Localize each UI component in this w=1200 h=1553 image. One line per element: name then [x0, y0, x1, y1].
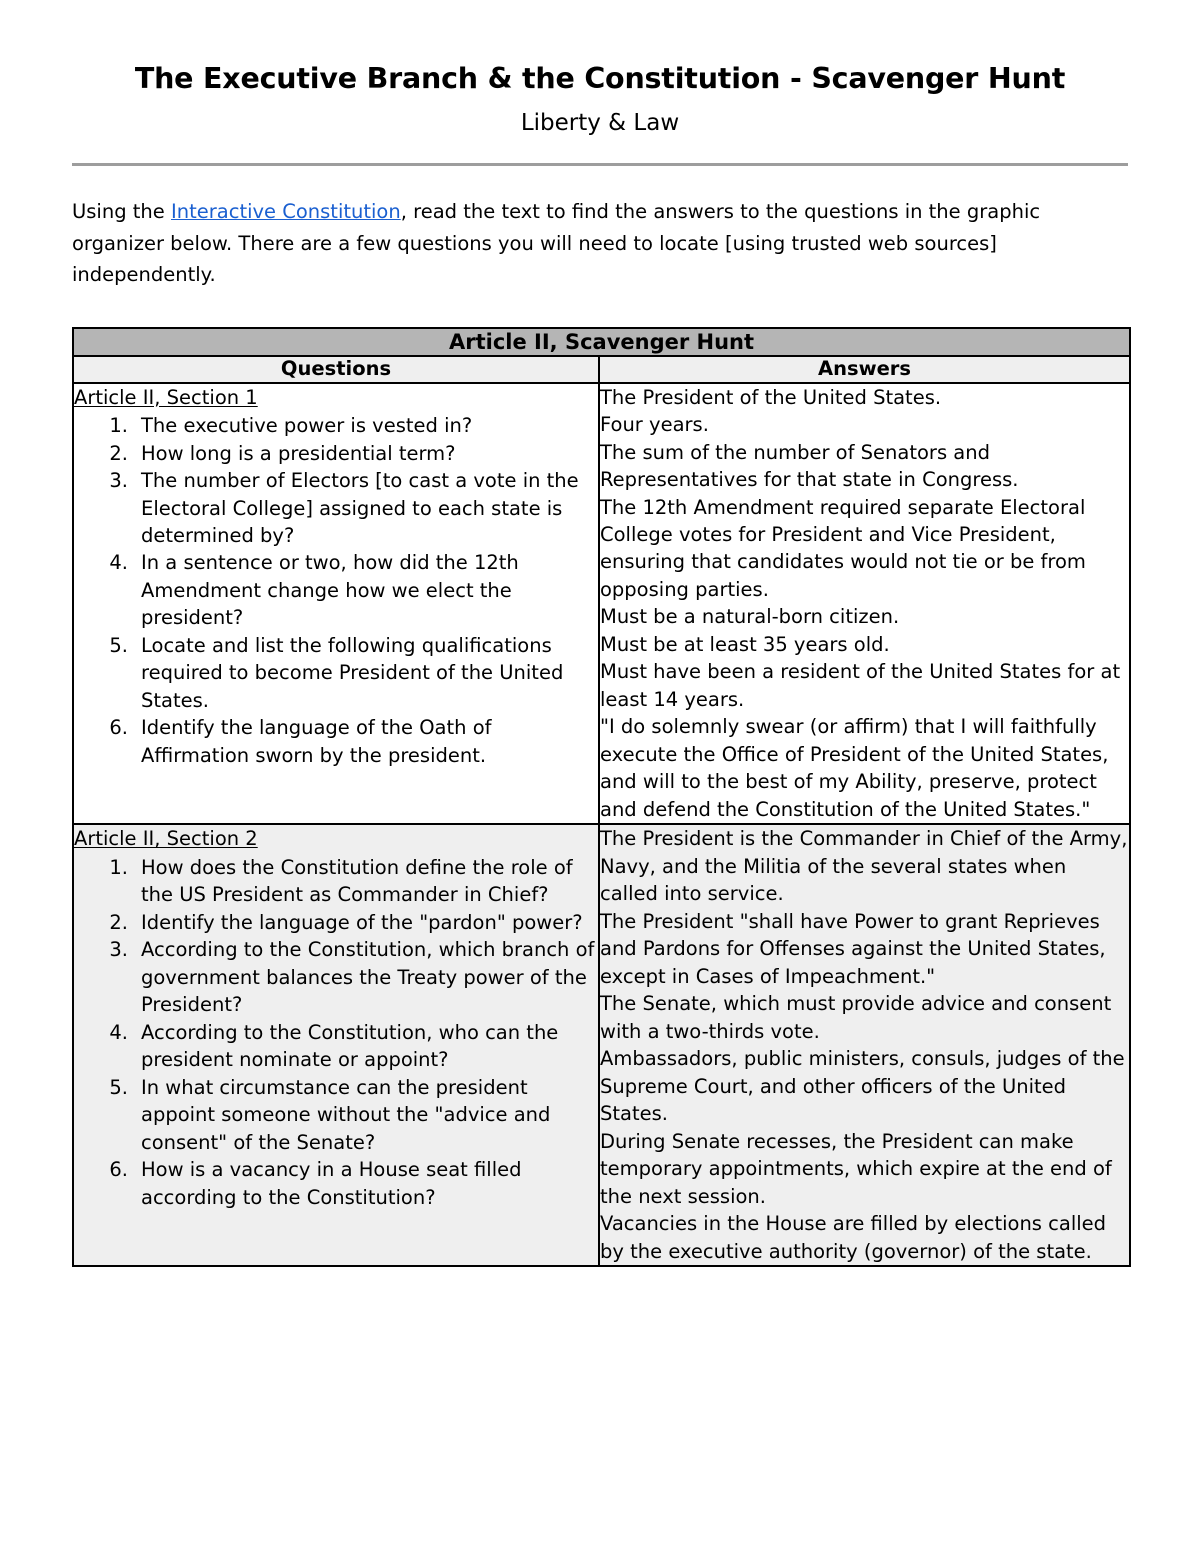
answer-line: The President "shall have Power to grant Reprieves and Pardons for Offenses against the United States, except in Cases of Impeachment."	[600, 909, 1106, 988]
question-list-section-1	[74, 412, 598, 769]
list-item: The number of Electors [to cast a vote in the Electoral College] assigned to each state is determined by?	[141, 469, 579, 547]
answers-cell-section-2	[599, 824, 1130, 1266]
column-header-questions: Questions	[73, 356, 599, 382]
table-row	[73, 824, 1130, 1266]
list-item: Identify the language of the Oath of Affirmation sworn by the president.	[141, 716, 492, 767]
answer-line: Ambassadors, public ministers, consuls, judges of the Supreme Court, and other officers of the United States.	[600, 1047, 1125, 1126]
answer-line: During Senate recesses, the President can make temporary appointments, which expire at the end of the next session.	[600, 1129, 1112, 1208]
answer-line: Vacancies in the House are filled by elections called by the executive authority (governor) of the state.	[600, 1212, 1107, 1263]
list-item: How does the Constitution define the role of the US President as Commander in Chief?	[141, 855, 573, 907]
intro-text-after-link: , read the text to find the answers to the questions in the graphic organizer below. There are a few questions you will need to locate [using trusted web sources] independently.	[72, 200, 1041, 287]
intro-text-before-link: Using the	[72, 200, 171, 224]
table-title: Article II, Scavenger Hunt	[73, 328, 1130, 356]
header-divider	[72, 163, 1128, 166]
list-item: Identify the language of the "pardon" power?	[141, 910, 583, 934]
column-header-answers: Answers	[599, 356, 1130, 382]
answer-line: The President is the Commander in Chief of the Army, Navy, and the Militia of the several states when called into service.	[600, 827, 1128, 906]
list-item: According to the Constitution, who can the president nominate or appoint?	[141, 1020, 559, 1072]
list-item: In what circumstance can the president appoint someone without the "advice and consent" of the Senate?	[141, 1075, 551, 1154]
section-label-1: Article II, Section 1	[74, 385, 258, 409]
answer-line: Must be a natural-born citizen.	[600, 605, 900, 629]
scavenger-hunt-table	[72, 327, 1131, 1267]
list-item: According to the Constitution, which branch of government balances the Treaty power of the President?	[141, 938, 595, 1017]
answer-line: "I do solemnly swear (or affirm) that I will faithfully execute the Office of President of the United States, and will to the best of my Ability, preserve, protect and defend the Constitution of the United States."	[600, 715, 1109, 821]
answer-line: Must have been a resident of the United States for at least 14 years.	[600, 660, 1121, 711]
answers-cell-section-1	[599, 383, 1130, 825]
answer-line: Must be at least 35 years old.	[600, 632, 890, 656]
answer-line: The 12th Amendment required separate Electoral College votes for President and Vice President, ensuring that candidates would not tie or be from opposing parties.	[600, 495, 1086, 601]
table-title-row	[73, 328, 1130, 356]
answer-line: Four years.	[600, 413, 709, 437]
page-title: The Executive Branch & the Constitution - Scavenger Hunt	[134, 62, 1066, 95]
question-list-section-2	[74, 854, 598, 1211]
instructions-paragraph	[72, 196, 1057, 291]
page-subtitle: Liberty & Law	[520, 109, 680, 136]
table-row	[73, 383, 1130, 825]
questions-cell-section-2	[73, 824, 599, 1266]
table-column-header-row	[73, 356, 1130, 382]
section-label-2: Article II, Section 2	[74, 827, 258, 851]
list-item: In a sentence or two, how did the 12th Amendment change how we elect the president?	[141, 551, 519, 630]
answer-line: The President of the United States.	[600, 385, 942, 409]
interactive-constitution-link[interactable]: Interactive Constitution	[171, 200, 401, 224]
document-header	[0, 0, 1200, 137]
answer-line: The Senate, which must provide advice and consent with a two-thirds vote.	[600, 992, 1112, 1043]
questions-cell-section-1	[73, 383, 599, 825]
answer-line: The sum of the number of Senators and Representatives for that state in Congress.	[600, 440, 1019, 492]
list-item: How long is a presidential term?	[141, 441, 456, 465]
list-item: Locate and list the following qualifications required to become President of the United States.	[141, 633, 564, 712]
list-item: How is a vacancy in a House seat filled according to the Constitution?	[141, 1158, 522, 1209]
list-item: The executive power is vested in?	[141, 414, 473, 438]
